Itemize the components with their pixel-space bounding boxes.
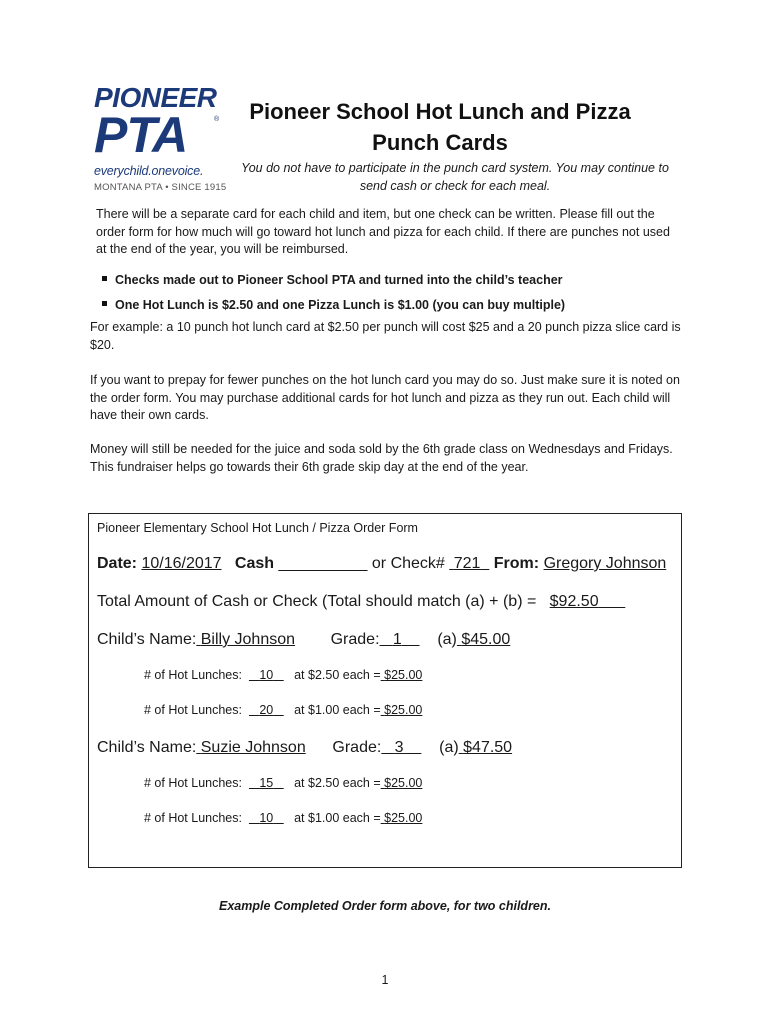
bullet-square-icon xyxy=(102,301,107,306)
pioneer-pta-logo xyxy=(92,84,230,196)
child-name-label: Child’s Name: xyxy=(97,739,197,756)
lunch-price: at $1.00 each = xyxy=(294,811,381,825)
lunch-qty: 20 xyxy=(259,703,274,717)
or-check-label: or Check# xyxy=(371,555,445,572)
lunch-line xyxy=(144,776,422,790)
cash-label: Cash xyxy=(234,555,275,572)
form-heading: Pioneer Elementary School Hot Lunch / Pizza Order Form xyxy=(97,521,418,535)
example-paragraph: For example: a 10 punch hot lunch card at $2.50 per punch will cost $25 and a 20 punch pizza slice card is $20. xyxy=(90,320,681,352)
lunch-total: $25.00 xyxy=(384,776,423,790)
bullet-checks xyxy=(102,271,702,289)
lunch-line-label: # of Hot Lunches: xyxy=(144,811,242,825)
total-value: $92.50 xyxy=(549,593,599,610)
from-value: Gregory Johnson xyxy=(543,555,667,572)
check-number-value: 721 xyxy=(453,555,481,572)
total-row xyxy=(97,591,625,613)
amount-label: (a) xyxy=(439,739,459,756)
lunch-qty: 15 xyxy=(259,776,274,790)
lunch-price: at $1.00 each = xyxy=(294,703,381,717)
total-label: Total Amount of Cash or Check (Total should match (a) + (b) = xyxy=(97,593,537,610)
lunch-line xyxy=(144,703,422,717)
lunch-total: $25.00 xyxy=(384,668,423,682)
amount-value: $45.00 xyxy=(461,631,511,648)
lunch-total: $25.00 xyxy=(384,811,423,825)
lunch-line-label: # of Hot Lunches: xyxy=(144,668,242,682)
lunch-price: at $2.50 each = xyxy=(294,776,381,790)
grade-label: Grade: xyxy=(330,631,380,648)
page-number: 1 xyxy=(381,973,389,987)
child-name-value: Suzie Johnson xyxy=(200,739,306,756)
logo-pta-text: PTA xyxy=(94,107,188,163)
lunch-qty: 10 xyxy=(259,811,274,825)
logo-since: MONTANA PTA • SINCE 1915 xyxy=(94,182,227,193)
date-label: Date: xyxy=(97,555,138,572)
form-caption: Example Completed Order form above, for two children. xyxy=(218,899,551,913)
child-row xyxy=(97,737,512,759)
lunch-line-label: # of Hot Lunches: xyxy=(144,703,242,717)
lunch-total: $25.00 xyxy=(384,703,423,717)
bullet-text: One Hot Lunch is $2.50 and one Pizza Lunch is $1.00 (you can buy multiple) xyxy=(115,298,566,312)
from-label: From: xyxy=(493,555,540,572)
logo-pioneer-text: PIONEER xyxy=(94,82,217,113)
amount-value: $47.50 xyxy=(463,739,513,756)
subtitle-line1: You do not have to participate in the punch card system. You may continue to xyxy=(241,161,669,175)
date-value: 10/16/2017 xyxy=(141,555,222,572)
child-name-label: Child’s Name: xyxy=(97,631,197,648)
page-title-line2: Punch Cards xyxy=(372,130,508,155)
money-paragraph: Money will still be needed for the juice and soda sold by the 6th grade class on Wednesdays and Fridays. This fundraiser helps go towards their 6th grade skip day at the end of the year. xyxy=(90,442,673,474)
logo-tagline: everychild.onevoice. xyxy=(94,164,204,178)
intro-paragraph: There will be a separate card for each child and item, but one check can be written. Please fill out the order form for how much will go toward hot lunch and pizza for each child. If there are punches not used at the end of the year, you will be reimbursed. xyxy=(96,207,670,256)
bullet-prices xyxy=(102,296,702,314)
cash-blank: __________ xyxy=(278,555,368,572)
child-name-value: Billy Johnson xyxy=(200,631,296,648)
prepay-paragraph: If you want to prepay for fewer punches on the hot lunch card you may do so. Just make sure it is noted on the order form. You may purchase additional cards for hot lunch and pizza as they run out. Each child will have their own cards. xyxy=(90,373,680,422)
lunch-line xyxy=(144,668,422,682)
bullet-text: Checks made out to Pioneer School PTA and turned into the child’s teacher xyxy=(115,273,563,287)
date-row xyxy=(97,553,666,575)
logo-registered-mark: ® xyxy=(214,116,220,123)
grade-value: 1 xyxy=(392,631,402,648)
grade-label: Grade: xyxy=(332,739,382,756)
bullet-square-icon xyxy=(102,276,107,281)
lunch-price: at $2.50 each = xyxy=(294,668,381,682)
amount-label: (a) xyxy=(437,631,457,648)
page-title-line1: Pioneer School Hot Lunch and Pizza xyxy=(249,99,631,124)
subtitle-line2: send cash or check for each meal. xyxy=(359,179,551,193)
child-row xyxy=(97,629,510,651)
lunch-line-label: # of Hot Lunches: xyxy=(144,776,242,790)
lunch-line xyxy=(144,811,422,825)
grade-value: 3 xyxy=(394,739,404,756)
lunch-qty: 10 xyxy=(259,668,274,682)
